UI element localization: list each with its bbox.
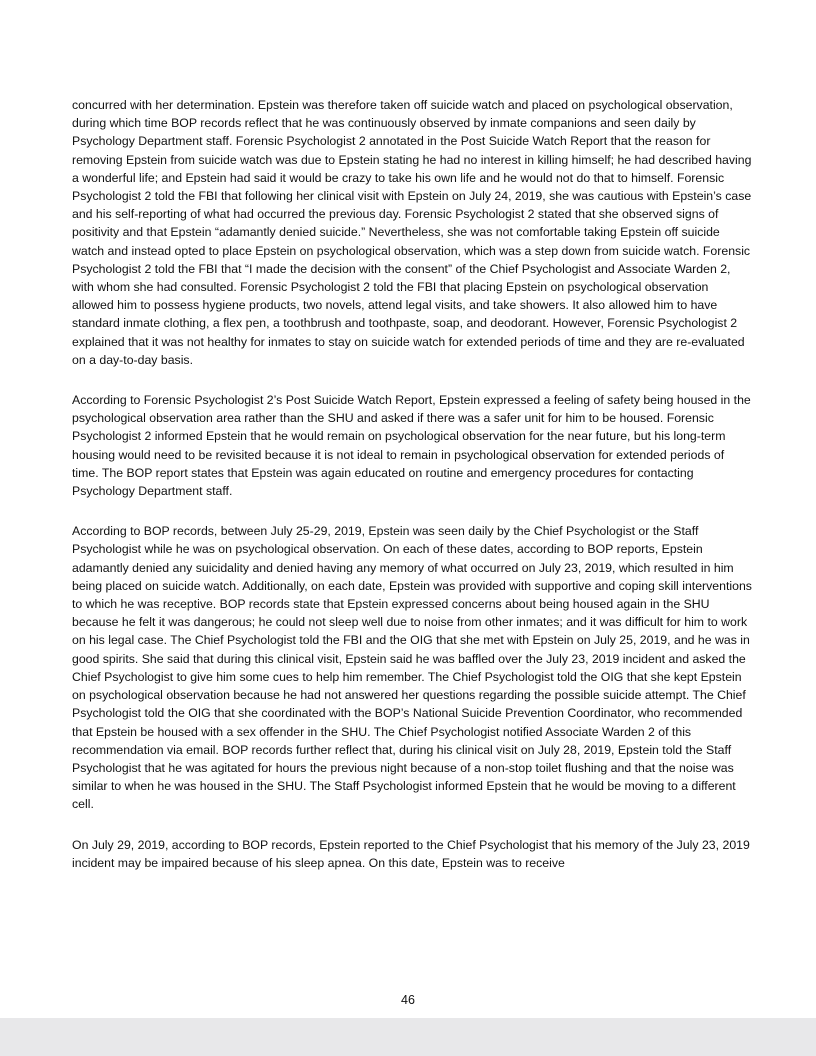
viewer-background <box>0 1018 816 1056</box>
paragraph: concurred with her determination. Epstein was therefore taken off suicide watch and placed on psychological observation, during which time BOP records reflect that he was continuously observed by inmate companions and seen daily by Psychology Department staff. Forensic Psychologist 2 annotated in the Post Suicide Watch Report that the reason for removing Epstein from suicide watch was due to Epstein stating he had no interest in killing himself; he had described having a wonderful life; and Epstein had said it would be crazy to take his own life and he would not do that to himself. Forensic Psychologist 2 told the FBI that following her clinical visit with Epstein on July 24, 2019, she was cautious with Epstein’s case and his self-reporting of what had occurred the previous day. Forensic Psychologist 2 stated that she observed signs of positivity and that Epstein “adamantly denied suicide.” Nevertheless, she was not comfortable taking Epstein off suicide watch and instead opted to place Epstein on psychological observation, which was a step down from suicide watch. Forensic Psychologist 2 told the FBI that “I made the decision with the consent” of the Chief Psychologist and Associate Warden 2, with whom she had consulted. Forensic Psychologist 2 told the FBI that placing Epstein on psychological observation allowed him to possess hygiene products, two novels, attend legal visits, and take showers. It also allowed him to have standard inmate clothing, a flex pen, a toothbrush and toothpaste, soap, and deodorant. However, Forensic Psychologist 2 explained that it was not healthy for inmates to stay on suicide watch for extended periods of time and they are re-evaluated on a day-to-day basis. <box>72 98 752 367</box>
page-body <box>72 96 752 894</box>
paragraph: On July 29, 2019, according to BOP records, Epstein reported to the Chief Psychologist that his memory of the July 23, 2019 incident may be impaired because of his sleep apnea. On this date, Epstein was to receive <box>72 837 750 870</box>
paragraph: According to BOP records, between July 25-29, 2019, Epstein was seen daily by the Chief Psychologist or the Staff Psychologist while he was on psychological observation. On each of these dates, according to BOP reports, Epstein adamantly denied any suicidality and denied having any memory of what occurred on July 23, 2019, which resulted in him being placed on suicide watch. Additionally, on each date, Epstein was provided with supportive and coping skill interventions to which he was receptive. BOP records state that Epstein expressed concerns about being housed again in the SHU because he felt it was dangerous; he could not sleep well due to noise from other inmates; and it was difficult for him to work on his legal case. The Chief Psychologist told the FBI and the OIG that she met with Epstein on July 25, 2019, and he was in good spirits. She said that during this clinical visit, Epstein said he was baffled over the July 23, 2019 incident and asked the Chief Psychologist to give him some cues to help him remember. The Chief Psychologist told the OIG that she kept Epstein on psychological observation because he had not answered her questions regarding the possible suicide attempt. The Chief Psychologist told the OIG that she coordinated with the BOP’s National Suicide Prevention Coordinator, who recommended that Epstein be housed with a sex offender in the SHU. The Chief Psychologist notified Associate Warden 2 of this recommendation via email. BOP records further reflect that, during his clinical visit on July 28, 2019, Epstein told the Staff Psychologist that he was agitated for hours the previous night because of a non-stop toilet flushing and that the noise was similar to when he was housed in the SHU. The Staff Psychologist informed Epstein that he would be moving to a different cell. <box>72 524 752 812</box>
paragraph: According to Forensic Psychologist 2’s Post Suicide Watch Report, Epstein expressed a feeling of safety being housed in the psychological observation area rather than the SHU and asked if there was a safer unit for him to be housed. Forensic Psychologist 2 informed Epstein that he would remain on psychological observation for the near future, but his long-term housing would need to be revisited because it is not ideal to remain in psychological observation for extended periods of time. The BOP report states that Epstein was again educated on routine and emergency procedures for contacting Psychology Department staff. <box>72 393 751 499</box>
page-number: 46 <box>401 993 415 1007</box>
